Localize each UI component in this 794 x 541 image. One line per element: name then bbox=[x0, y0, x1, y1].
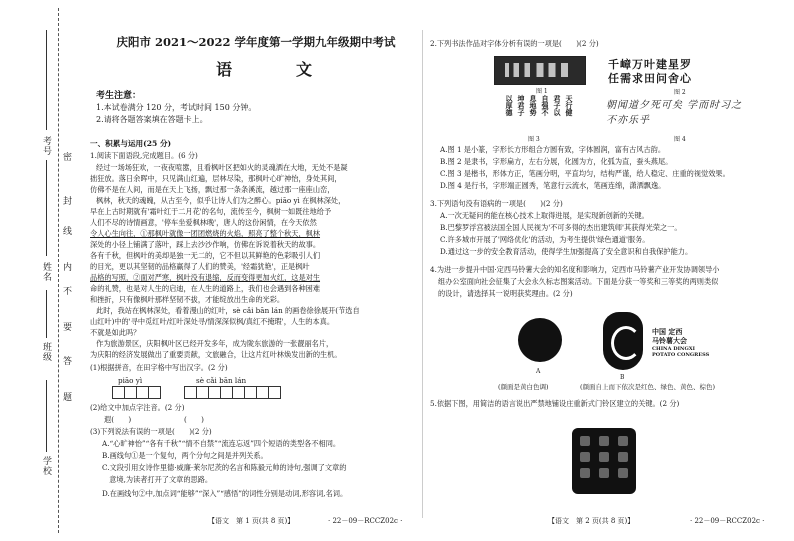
option-c-cont: 意境,为读者打开了文章的思路。 bbox=[102, 475, 213, 484]
notice-item: 1.本试卷满分 120 分，考试时间 150 分钟。 bbox=[96, 103, 257, 112]
phonetic-blank[interactable]: 遐( ) bbox=[104, 415, 132, 424]
label-school: 学校 bbox=[41, 456, 51, 476]
label-class: 班级 bbox=[41, 342, 51, 362]
logo-b-note: (颜面自上而下依次是红色、绿色、黄色、棕色) bbox=[580, 383, 716, 391]
passage-line: 此时，我站在枫林深处，看着漫山的红叶，sè cǎi bān lán 的画卷徐徐展开(节选自 bbox=[96, 306, 360, 315]
calligraphy-column: 自强不 bbox=[541, 95, 550, 116]
notice-item: 2.请将各题答案填在答题卡上。 bbox=[96, 115, 208, 124]
passage-line: 和挫折，只有像枫叶那样坚韧不拔，才能绽放出生命的光彩。 bbox=[90, 295, 285, 304]
question-1-2: (2)给文中加点字注音。(2 分) bbox=[90, 403, 185, 412]
page-divider bbox=[422, 30, 423, 518]
page-code: · 22－09－RCCZ02c · bbox=[328, 517, 403, 525]
passage-line: 的目光，更以其坚韧的品格赢得了人们的赞美，'经霜犹艳'，正是枫叶 bbox=[90, 262, 310, 271]
calligraphy-line: 任需求田问舍心 bbox=[608, 72, 692, 85]
binding-margin bbox=[0, 0, 78, 541]
passage-line: 深处的小径上铺满了落叶，踩上去沙沙作响，仿佛在诉说着秋天的故事。 bbox=[90, 240, 321, 249]
image-caption: 图 1 bbox=[536, 88, 548, 95]
passage-line: 为庆阳的经济发展做出了重要贡献，文旅融合，让这片红叶林焕发出新的生机。 bbox=[90, 350, 342, 359]
seal-char: 不 bbox=[61, 286, 71, 295]
passage-line: 人们不尽的诗情画意，'停车坐爱枫林晚'，唐人的这份闲情，在今天依然 bbox=[90, 218, 317, 227]
question-4-cont: 的设计，请选择其一说明获奖理由。(2 分) bbox=[438, 289, 573, 298]
subject-title: 语 文 bbox=[216, 60, 337, 79]
calligraphy-image-2 bbox=[606, 56, 746, 84]
logo-caption: A bbox=[536, 368, 541, 375]
option-b: B.画线句①是一个复句，两个分句之间是并列关系。 bbox=[102, 451, 268, 460]
logo-b-image bbox=[603, 312, 643, 370]
notice-heading: 考生注意： bbox=[96, 91, 142, 101]
passage-line: 不就是如此吗？ bbox=[90, 328, 141, 337]
calligraphy-image-4 bbox=[606, 96, 746, 130]
option-b: B.巴黎罗浮宫被法国全国人民视为'不可多得的杰出建筑师'其获得光荣之一。 bbox=[440, 223, 682, 232]
passage-line: 各有千秋，但枫叶的美却是独一无二的，它不但以其鲜艳的色彩吸引人们 bbox=[90, 251, 321, 260]
option-c: C.图 3 是楷书，形体方正，笔画分明，平直均匀，结构严谨，给人稳定、庄重的视觉效果。 bbox=[440, 169, 730, 178]
calligraphy-column: 君子以 bbox=[553, 95, 562, 116]
passage-line: 早在上古时期就有'霜叶红于二月花'的名句，流传至今，枫树一如既往地给予 bbox=[90, 207, 332, 216]
page-2 bbox=[428, 0, 778, 541]
logo-caption: B bbox=[620, 374, 625, 381]
label-exam-number: 考号 bbox=[41, 136, 51, 156]
option-d: D.在画线句②中,加点词“能够”“深入”“感悟”的词性分别是动词,形容词,名词。 bbox=[102, 489, 348, 498]
seal-char: 线 bbox=[61, 226, 71, 235]
passage-line: 作为旅游景区，庆阳枫叶区已经开发多年，成为陇东旅游的一张靓丽名片， bbox=[96, 339, 334, 348]
calligraphy-image-3 bbox=[484, 95, 576, 131]
passage-line: 经过一场场狂欢，一夜夜喧嚣，且看枫叶区把如火的灵魂洒在大地，无处不是凝 bbox=[96, 163, 348, 172]
answer-grid-1[interactable] bbox=[112, 386, 160, 399]
passage-line: 拙狂放。落日余晖中，只见满山红遍，层林尽染，那枫叶心旷神怡，身处其间， bbox=[90, 174, 342, 183]
class-line bbox=[46, 290, 47, 338]
question-2: 2.下列书法作品对字体分析有误的一项是( )(2 分) bbox=[430, 39, 599, 48]
seal-char: 密 bbox=[61, 152, 71, 161]
calligraphy-line: 朝闻道夕死可矣 学而时习之不亦乐乎 bbox=[606, 100, 743, 126]
question-1-1: (1)根据拼音，在田字格中写出汉字。(2 分) bbox=[90, 363, 228, 372]
pinyin-2: sè cǎi bān lán bbox=[196, 376, 247, 385]
label-name: 姓名 bbox=[41, 262, 51, 282]
calligraphy-image-1 bbox=[494, 56, 586, 85]
seal-char: 要 bbox=[61, 322, 71, 331]
option-c: C.文段引用女诗作里德·威廉·莱尔尼茨的名言和陈毅元帅的诗句,强调了文章的 bbox=[102, 463, 347, 472]
phonetic-blank[interactable]: ( ) bbox=[184, 415, 204, 424]
calligraphy-line: 千嶂万叶建星罗 bbox=[608, 58, 692, 71]
logo-b-text: 中国 定西 马铃薯大会 CHINA DINGXI POTATO CONGRESS bbox=[652, 327, 710, 358]
passage-line: 品格的写照，②面对严寒，枫叶没有退缩，反而变得更加火红，这是对生 bbox=[90, 273, 321, 282]
exam-title: 庆阳市 2021～2022 学年度第一学期九年级期中考试 bbox=[116, 35, 396, 49]
passage-line: 令人心生向往，①那枫叶就像一团团燃烧的火焰，照亮了整个秋天，枫林 bbox=[90, 229, 321, 238]
image-caption: 图 3 bbox=[528, 136, 540, 143]
option-b: B.图 2 是隶书，字形扁方，左右分展，化圆为方，化弧为直，蚕头燕尾。 bbox=[440, 157, 673, 166]
logo-a-note: (颜面是黄白色调) bbox=[498, 383, 549, 391]
seal-char: 内 bbox=[61, 262, 71, 271]
passage-line: 山红叶)中的'寻中觅红叶/红叶深处寻/情深深似枫/真红不掩瑕'，人生的本真。 bbox=[90, 317, 335, 326]
question-4-cont: 组办公室面向社会征集了大会永久标志图案活动。下面是分获一等奖和三等奖的两则类似 bbox=[438, 277, 719, 286]
image-caption: 图 2 bbox=[674, 89, 686, 96]
question-5: 5.依据下图，用简洁的语言说出严禁地铺设庄重新式门铃区建立的关键。(2 分) bbox=[430, 399, 680, 408]
passage-line: 仿佛不是在人间，而是在天上飞扬，飘过那一条条溪流，越过那一座座山峦， bbox=[90, 185, 335, 194]
calligraphy-column: 坤君子 bbox=[517, 95, 526, 116]
seal-char: 题 bbox=[61, 392, 71, 401]
option-c: C.许多城市开展了'网络优化'的活动，为考生提供'绿色通道'服务。 bbox=[440, 235, 650, 244]
option-a: A.“心旷神怡”“各有千秋”“情不自禁”“流连忘返”四个短语的类型各不相同。 bbox=[102, 439, 341, 448]
exam-number-line bbox=[46, 30, 47, 130]
answer-grid-2[interactable] bbox=[184, 386, 280, 399]
section-heading: 一、积累与运用(25 分) bbox=[90, 139, 172, 148]
question-4: 4.为进一步提升中国·定西马铃薯大会的知名度和影响力，定西市马铃薯产业开发协调领导小 bbox=[430, 265, 720, 274]
option-a: A.图 1 是小篆，字形长方形组合方圆有致，字体圆润，富有古风古韵。 bbox=[440, 145, 666, 154]
name-line bbox=[46, 160, 47, 256]
question-3: 3.下列语句没有语病的一项是( )(2 分) bbox=[430, 199, 563, 208]
seal-char: 答 bbox=[61, 356, 71, 365]
option-a: A.一次无疑问的能在核心技术上取得进展，是实现新创新的关键。 bbox=[440, 211, 649, 220]
option-d: D.通过这一步的安全教育活动，使得学生加强提高了安全意识和自我保护能力。 bbox=[440, 247, 693, 256]
option-d: D.图 4 是行书，字形端正圆秀，笔意行云流水，笔画连绵，潇洒飘逸。 bbox=[440, 181, 666, 190]
page-code: · 22－09－RCCZ02c · bbox=[690, 517, 765, 525]
seal-char: 封 bbox=[61, 196, 71, 205]
logo-a-image bbox=[518, 318, 562, 362]
calligraphy-column: 息地势 bbox=[529, 95, 538, 116]
binding-line bbox=[58, 8, 59, 533]
passage-line: 枫林，秋天的魂魄，从古至今，似乎让诗人们为之醉心。piāo yì 在枫林深处， bbox=[96, 196, 346, 205]
calligraphy-column: 以厚德 bbox=[505, 95, 514, 116]
pinyin-1: piāo yì bbox=[118, 376, 143, 385]
page-footer: 【语文 第 1 页(共 8 页)】 bbox=[208, 517, 295, 525]
sign-image bbox=[572, 428, 636, 494]
image-caption: 图 4 bbox=[674, 136, 686, 143]
question-1-3: (3)下列说法有误的一项是( )(2 分) bbox=[90, 427, 212, 436]
question-1: 1.阅读下面语段,完成题目。(6 分) bbox=[90, 151, 198, 160]
page-1 bbox=[88, 0, 418, 541]
page-footer: 【语文 第 2 页(共 8 页)】 bbox=[548, 517, 635, 525]
passage-line: 命的礼赞，也是对人生的启迪，在人生的道路上，我们也会遇到各种困难 bbox=[90, 284, 321, 293]
calligraphy-column: 天行健 bbox=[565, 95, 574, 116]
school-line bbox=[46, 380, 47, 452]
